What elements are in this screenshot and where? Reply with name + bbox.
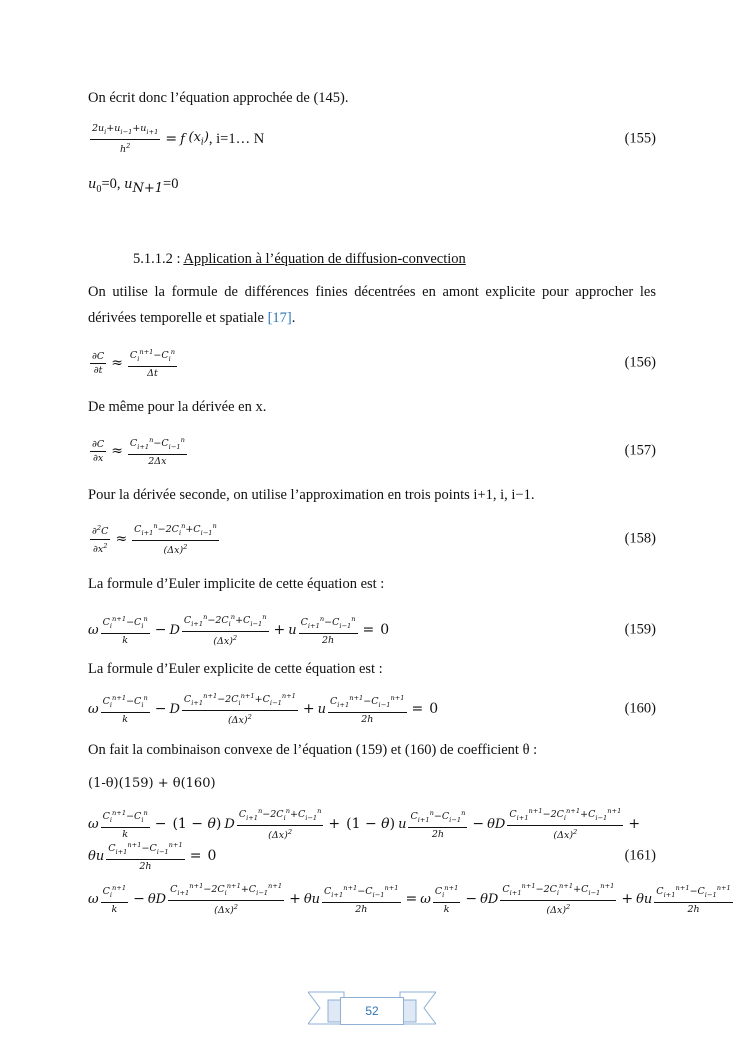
paragraph-d2x: Pour la dérivée seconde, on utilise l’approximation en trois points i+1, i, i−1. bbox=[88, 487, 535, 503]
convex-expression-text: (1-θ)(159) + θ(160) bbox=[88, 776, 216, 791]
equation-number-161: (161) bbox=[624, 847, 656, 864]
equation-number-160: (160) bbox=[624, 700, 656, 717]
eq155-suffix: , i=1… N bbox=[208, 130, 265, 147]
equation-160: ω $\frac{C_i^{n+1}-C_i^n}{k}$ − D $\frac{C_{i+1}^{n+1}-2C_i^{n+1}+C_{i-1}^{n+1}}{(\Delta x)^2}$ + u $\frac{C_{i+1}^{n+1}-C_{i-1}^{n+1}}{2h}$ = 0 (160) bbox=[88, 692, 656, 727]
equation-number-159: (159) bbox=[624, 621, 656, 638]
equation-161-line2: θu $\frac{C_{i+1}^{n+1}-C_{i-1}^{n+1}}{2h}$ = 0 (161) bbox=[88, 840, 656, 873]
equation-final: ω $\frac{C_i^{n+1}}{k}$ − θD $\frac{C_{i+1}^{n+1}-2C_i^{n+1}+C_{i-1}^{n+1}}{(\Delta x)^2}$ + θu $\frac{C_{i+1}^{n+1}-C_{i-1}^{n+1}}{2h}$ = ω $\frac{C_i^{n+1}}{k}$ − θD $\frac{C_{i+1}^{n+1}-2C_i^{n+1}+C_{i-1}^{n+1}}{(\Delta x)^2}$ + θu $\frac{C_{i+1}^{n+1}-C_{i-1}^{n+1}}{2h}$ bbox=[88, 882, 731, 917]
paragraph-end: . bbox=[291, 310, 296, 326]
equation-number-155: (155) bbox=[624, 130, 656, 147]
equation-161-line1: ω $\frac{C_i^{n+1}-C_i^n}{k}$ − (1 − θ) D $\frac{C_{i+1}^n-2C_i^n+C_{i-1}^n}{(\Delta x)^2}$ + (1 − θ) u $\frac{C_{i+1}^n-C_{i-1}^n}{2h}$ − θD $\frac{C_{i+1}^{n+1}-2C_i^{n+1}+C_{i-1}^{n+1}}{(\Delta x)^2}$ + bbox=[88, 807, 641, 842]
section-number: 5.1.1.2 : bbox=[133, 251, 184, 267]
equation-number-156: (156) bbox=[624, 354, 656, 371]
equation-158: $\frac{\partial^2C}{\partial x^2}$ ≈ $\frac{C_{i+1}^n-2C_i^n+C_{i-1}^n}{(\Delta x)^2}$ (158) bbox=[92, 522, 656, 557]
equation-159: ω $\frac{C_i^{n+1}-C_i^n}{k}$ − D $\frac{C_{i+1}^n-2C_i^n+C_{i-1}^n}{(\Delta x)^2}$ + u $\frac{C_{i+1}^n-C_{i-1}^n}{2h}$ = 0 (159) bbox=[88, 613, 656, 648]
convex-expression bbox=[88, 770, 656, 797]
paragraph-convex: On fait la combinaison convexe de l’équation (159) et (160) de coefficient θ : bbox=[88, 742, 538, 758]
section-heading bbox=[88, 246, 656, 272]
paragraph-dx: De même pour la dérivée en x. bbox=[88, 399, 267, 415]
paragraph-explicit: La formule d’Euler explicite de cette équation est : bbox=[88, 661, 383, 677]
equation-156: $\frac{\partial C}{\partial t}$ ≈ $\frac{C_i^{n+1}-C_i^n}{\Delta t}$ (156) bbox=[92, 347, 656, 380]
equation-157: $\frac{\partial C}{\partial x}$ ≈ $\frac{C_{i+1}^n-C_{i-1}^n}{2\Delta x}$ (157) bbox=[92, 435, 656, 468]
section-title: Application à l’équation de diffusion-convection bbox=[183, 251, 466, 267]
paragraph-implicit: La formule d’Euler implicite de cette équation est : bbox=[88, 576, 385, 592]
equation-number-157: (157) bbox=[624, 442, 656, 459]
equation-155: $\frac{2u_i+u_{i-1}+u_{i+1}}{h^2}$ = f $(x_i)$ , i=1… N (155) bbox=[92, 122, 656, 156]
paragraph-finite-differences bbox=[88, 279, 656, 331]
paragraph-text: On utilise la formule de différences finies décentrées en amont explicite pour approcher les dérivées temporelle et spatiale bbox=[88, 284, 656, 326]
equation-number-158: (158) bbox=[624, 530, 656, 547]
citation-link[interactable]: [17] bbox=[267, 310, 292, 326]
boundary-conditions: $u_0=0$, $u_{N+1}=0$ bbox=[88, 176, 179, 196]
page-number: 52 bbox=[340, 997, 404, 1025]
paragraph-intro: On écrit donc l’équation approchée de (145). bbox=[88, 90, 349, 106]
